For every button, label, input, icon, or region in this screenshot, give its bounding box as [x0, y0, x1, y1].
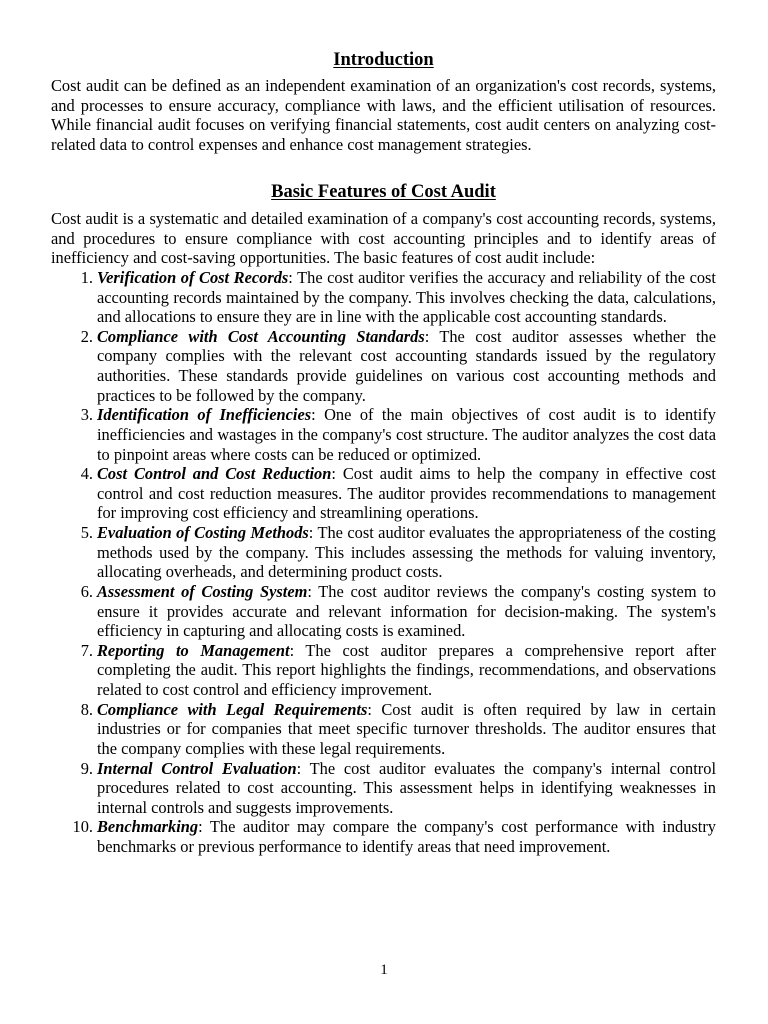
item-text: : The cost auditor evaluates the appropriateness of the costing methods used by the company. This includes assessing the methods for valuing inventory, allocating overheads, and determining product costs.: [97, 523, 716, 582]
features-list-item: [51, 817, 716, 856]
item-number: 1.: [80, 267, 93, 287]
item-title: Benchmarking: [97, 817, 199, 837]
item-title: Evaluation of Costing Methods: [97, 523, 309, 542]
item-title: Cost Control and Cost Reduction: [97, 464, 332, 484]
item-title: Internal Control Evaluation: [97, 758, 297, 778]
features-list: [51, 268, 716, 857]
item-text: : The cost auditor prepares a comprehensive report after completing the audit. This report highlights the findings, recommendations, and observations related to cost control and efficiency improvement.: [97, 640, 716, 699]
item-text: : The cost auditor verifies the accuracy and reliability of the cost accounting records maintained by the company. This involves checking the data, calculations, and allocations to ensure they are in line with the applicable cost accounting standards.: [97, 267, 716, 327]
introduction-heading: Introduction: [333, 50, 434, 70]
features-list-item: [51, 523, 716, 582]
features-paragraph: Cost audit is a systematic and detailed examination of a company's cost accounting records, systems, and procedures to ensure compliance with cost accounting principles and to identify areas of inefficiency and cost-saving opportunities. The basic features of cost audit include:: [51, 209, 716, 268]
item-title: Compliance with Legal Requirements: [97, 699, 368, 719]
item-number: 3.: [80, 405, 93, 425]
features-list-item: [51, 405, 716, 464]
page-number: 1: [380, 962, 388, 978]
features-list-item: [51, 700, 716, 759]
item-number: 7.: [80, 640, 93, 660]
item-text: : The cost auditor reviews the company's costing system to ensure it provides accurate and relevant information for decision-making. The system's efficiency in capturing and allocating costs is examined.: [97, 581, 716, 641]
item-number: 5.: [80, 523, 93, 542]
item-number: 9.: [80, 758, 93, 778]
item-title: Reporting to Management: [97, 640, 290, 660]
features-list-item: [51, 327, 716, 406]
features-list-item: [51, 582, 716, 641]
item-number: 2.: [80, 326, 93, 346]
item-title: Compliance with Cost Accounting Standards: [97, 326, 425, 346]
item-number: 8.: [80, 699, 93, 719]
item-text: : The auditor may compare the company's cost performance with industry benchmarks or previous performance to identify areas that need improvement.: [97, 817, 716, 856]
item-title: Assessment of Costing System: [97, 581, 308, 601]
item-number: 10.: [72, 817, 93, 837]
features-list-item: [51, 464, 716, 523]
item-text: : The cost auditor evaluates the company's internal control procedures related to cost accounting. This assessment helps in identifying weaknesses in internal controls and suggests improvements.: [97, 758, 716, 817]
features-list-item: [51, 759, 716, 818]
item-title: Identification of Inefficiencies: [97, 405, 312, 425]
item-title: Verification of Cost Records: [97, 267, 289, 287]
features-heading: Basic Features of Cost Audit: [271, 182, 496, 202]
item-number: 6.: [80, 581, 93, 601]
item-text: : Cost audit aims to help the company in effective cost control and cost reduction measures. The auditor provides recommendations to management for improving cost efficiency and streamlining operations.: [97, 464, 716, 523]
item-text: : One of the main objectives of cost audit is to identify inefficiencies and wastages in the company's cost structure. The auditor analyzes the cost data to pinpoint areas where costs can be reduced or optimized.: [97, 405, 716, 464]
item-text: : The cost auditor assesses whether the company complies with the relevant cost accounting standards issued by the regulatory authorities. These standards provide guidelines on various cost accounting methods and practices to be followed by the company.: [97, 326, 716, 405]
item-text: : Cost audit is often required by law in certain industries or for companies that meet specific turnover thresholds. The auditor ensures that the company complies with these legal requirements.: [97, 699, 716, 758]
page-content: [51, 0, 716, 857]
item-number: 4.: [80, 464, 93, 484]
features-list-item: [51, 641, 716, 700]
introduction-paragraph: Cost audit can be defined as an independent examination of an organization's cost records, systems, and processes to ensure accuracy, compliance with laws, and the efficient utilisation of resources. While financial audit focuses on verifying financial statements, cost audit centers on analyzing cost-related data to control expenses and enhance cost management strategies.: [51, 76, 716, 154]
features-list-item: [51, 268, 716, 327]
